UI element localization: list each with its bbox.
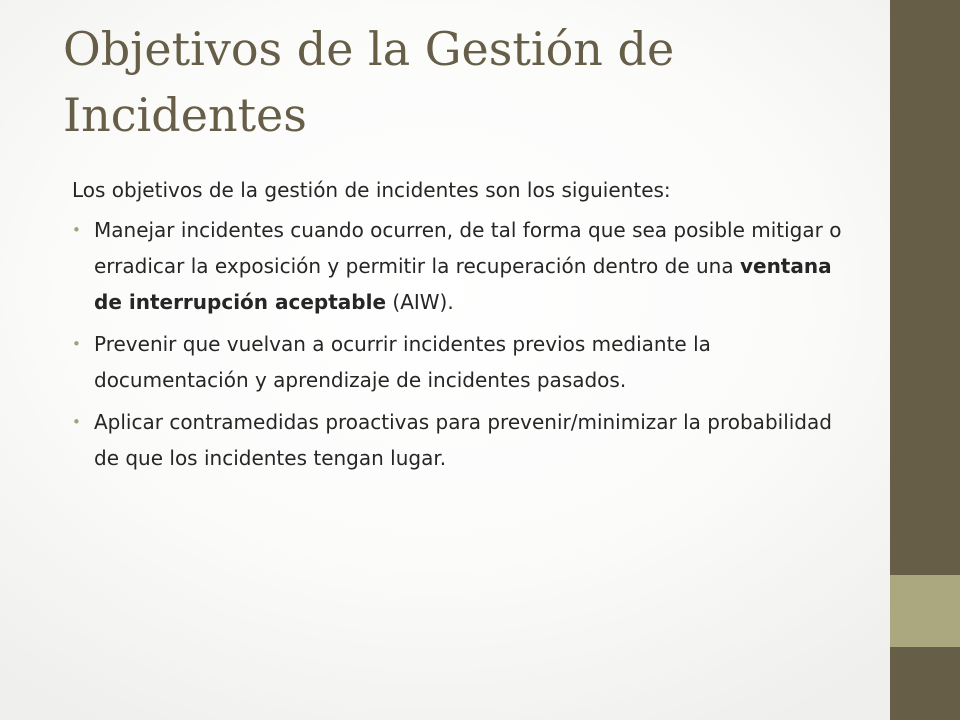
bullet-text-part: (AIW). <box>386 290 454 314</box>
bullet-icon: • <box>72 221 81 239</box>
slide-content <box>72 172 852 482</box>
bullet-icon: • <box>72 335 81 353</box>
bullet-icon: • <box>72 413 81 431</box>
intro-text: Los objetivos de la gestión de incidentes son los siguientes: <box>72 178 671 202</box>
bullet-bold-term: ventana de interrupción aceptable <box>94 254 832 314</box>
bullet-text: Aplicar contramedidas proactivas para prevenir/minimizar la probabilidad de que los incidentes tengan lugar. <box>94 410 832 470</box>
slide-title: Objetivos de la Gestión de Incidentes <box>63 22 675 142</box>
list-item <box>72 212 852 320</box>
bullet-text <box>94 218 841 314</box>
list-item <box>72 326 852 398</box>
bullet-text: Prevenir que vuelvan a ocurrir incidentes previos mediante la documentación y aprendizaje de incidentes pasados. <box>94 332 711 392</box>
bullet-list <box>72 212 852 476</box>
sidebar-accent-block <box>890 575 960 647</box>
bullet-text-part: Manejar incidentes cuando ocurren, de tal forma que sea posible mitigar o erradicar la exposición y permitir la recuperación dentro de una <box>94 218 842 278</box>
sidebar-decoration <box>890 0 960 720</box>
list-item <box>72 404 852 476</box>
